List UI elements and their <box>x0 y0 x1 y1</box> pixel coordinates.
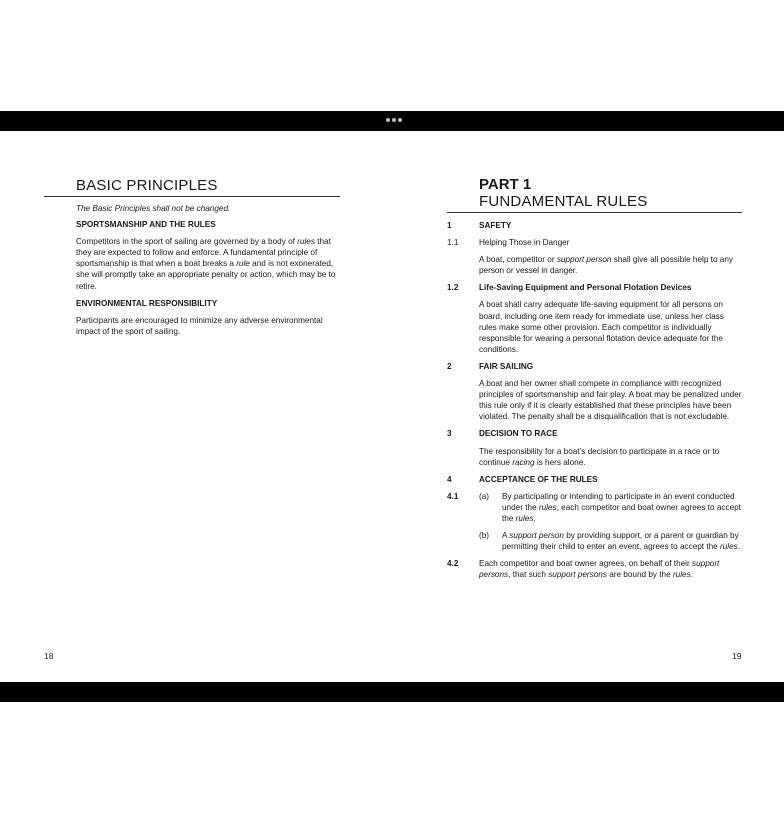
rule-2-body: A boat and her owner shall compete in compliance with recognized principles of sportsmanship and fair play. A boat may be penalized under this rule only if it is clearly established that these principles have been violated. The penalty shall be a disqualification that is not excludable. <box>479 379 742 422</box>
rule-heading: Life-Saving Equipment and Personal Flotation Devices <box>479 283 692 293</box>
rule-4-2: 4.2 Each competitor and boat owner agrees, on behalf of their support persons, that such support persons are bound by the rules. <box>447 559 720 580</box>
rule-number: 2 <box>447 361 452 371</box>
page-number-right: 19 <box>732 651 742 661</box>
rule-number: 3 <box>447 429 452 439</box>
title-divider <box>447 212 742 213</box>
rule-heading: ACCEPTANCE OF THE RULES <box>479 474 598 484</box>
rule-3-body: The responsibility for a boat’s decision to participate in a race or to continue racing is hers alone. <box>479 446 720 467</box>
bottom-bar <box>0 682 784 702</box>
left-page <box>76 177 340 337</box>
rule-1-2 <box>447 282 742 293</box>
top-toolbar-bar <box>0 111 784 131</box>
rule-heading: FAIR SAILING <box>479 361 534 371</box>
rule-number: 1.2 <box>447 283 459 293</box>
right-page <box>447 177 742 580</box>
title-divider <box>44 196 340 197</box>
page-number-left: 18 <box>44 651 54 661</box>
rule-number: 1.1 <box>447 238 459 248</box>
rule-heading: Helping Those in Danger <box>479 238 570 248</box>
rule-1 <box>447 220 742 231</box>
dot <box>386 118 390 122</box>
section-heading: SPORTSMANSHIP AND THE RULES <box>76 220 216 230</box>
dot <box>398 118 402 122</box>
item-label: (a) <box>479 491 490 501</box>
intro-note: The Basic Principles shall not be changed. <box>76 204 231 213</box>
dot <box>392 118 396 122</box>
rule-2 <box>447 361 742 372</box>
section-body: Competitors in the sport of sailing are governed by a body of rules that they are expected to follow and enforce. A fundamental principle of sportsmanship is that when a boat breaks a rule and is not exonerated, she will promptly take an appropriate penalty or action, which may be to retire. <box>76 237 336 291</box>
rule-number: 4.1 <box>447 491 459 501</box>
page-title: BASIC PRINCIPLES <box>76 177 218 194</box>
more-options-icon[interactable] <box>386 118 402 122</box>
rule-number: 4 <box>447 474 452 484</box>
rule-4-1-a: 4.1 (a) By participating or intending to participate in an event conducted under the rules, each competitor and boat owner agrees to accept the rules. <box>447 491 741 523</box>
rule-1-2-body: A boat shall carry adequate life-saving equipment for all persons on board, including one item ready for immediate use, unless her class rules make some other provision. Each competitor is individually responsible for wearing a personal flotation device adequate for the conditions. <box>479 300 724 354</box>
rule-4 <box>447 474 742 485</box>
section-body: Participants are encouraged to minimize any adverse environmental impact of the sport of sailing. <box>76 315 323 336</box>
rule-3 <box>447 428 742 439</box>
item-label: (b) <box>479 531 490 541</box>
rule-number: 1 <box>447 221 452 230</box>
rule-number: 4.2 <box>447 559 459 569</box>
part-label: PART 1 <box>479 176 532 193</box>
rule-1-1 <box>447 237 742 248</box>
rule-heading: DECISION TO RACE <box>479 429 558 439</box>
rule-heading: SAFETY <box>479 221 512 230</box>
rule-4-1-b: (b) A support person by providing support, or a parent or guardian by permitting their child to enter an event, agrees to accept the rules. <box>479 531 741 552</box>
section-heading: ENVIRONMENTAL RESPONSIBILITY <box>76 298 218 308</box>
rule-1-1-body: A boat, competitor or support person shall give all possible help to any person or vessel in danger. <box>479 255 733 276</box>
page-title: FUNDAMENTAL RULES <box>479 193 648 210</box>
